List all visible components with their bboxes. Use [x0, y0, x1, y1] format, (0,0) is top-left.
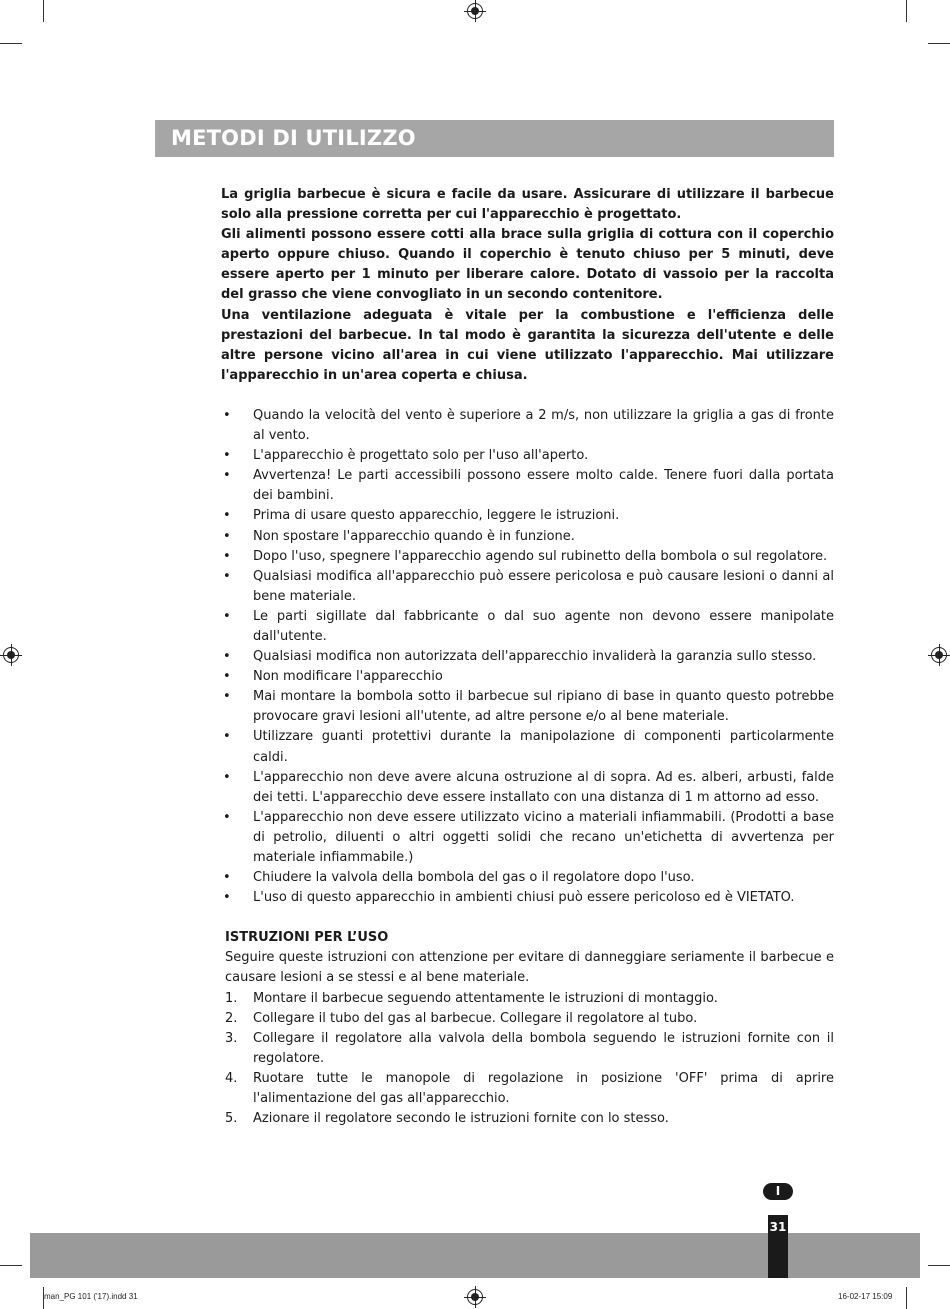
crop-mark [928, 1265, 950, 1266]
list-item: • Le parti sigillate dal fabbricante o dal suo agente non devono essere manipolate dall'utente. [221, 607, 834, 647]
section-heading: ISTRUZIONI PER L’USO [225, 930, 389, 946]
registration-mark-icon [931, 647, 947, 663]
list-item: • L'uso di questo apparecchio in ambienti chiusi può essere pericoloso ed è VIETATO. [221, 888, 834, 908]
step-text: Collegare il regolatore alla valvola della bombola seguendo le istruzioni fornite con il regolatore. [253, 1030, 834, 1066]
list-item: • Quando la velocità del vento è superiore a 2 m/s, non utilizzare la griglia a gas di fronte al vento. [221, 406, 834, 446]
registration-mark-icon [467, 3, 483, 19]
crop-mark [906, 1287, 907, 1309]
list-item: • L'apparecchio non deve essere utilizzato vicino a materiali infiammabili. (Prodotti a base di petrolio, diluenti o altri oggetti solidi che recano un'etichetta di avvertenza per materiale infiammabile.) [221, 808, 834, 868]
step-item [225, 1069, 834, 1109]
date-slug: 16-02-17 15:09 [838, 1292, 893, 1301]
section-title-bar [155, 120, 834, 157]
crop-mark [43, 0, 44, 22]
list-item: • Utilizzare guanti protettivi durante la manipolazione di componenti particolarmente caldi. [221, 727, 834, 767]
step-text: Azionare il regolatore secondo le istruzioni fornite con lo stesso. [253, 1111, 669, 1127]
step-text: Collegare il tubo del gas al barbecue. Collegare il regolatore al tubo. [253, 1010, 698, 1026]
crop-mark [0, 1265, 22, 1266]
crop-mark [928, 43, 950, 44]
step-item [225, 989, 834, 1009]
list-item: • Mai montare la bombola sotto il barbecue sul ripiano di base in quanto questo potrebbe provocare gravi lesioni all'utente, ad altre persone e/o al bene materiale. [221, 687, 834, 727]
step-number: 4. [225, 1070, 238, 1086]
intro-paragraphs [221, 185, 834, 386]
step-number: 5. [225, 1111, 238, 1127]
intro-paragraph: Una ventilazione adeguata è vitale per la combustione e l'efficienza delle prestazioni del barbecue. In tal modo è garantita la sicurezza dell'utente e delle altre persone vicino all'area in cui viene utilizzato l'apparecchio. Mai utilizzare l'apparecchio in un'area coperta e chiusa. [221, 307, 834, 383]
list-item: • L'apparecchio è progettato solo per l'uso all'aperto. [221, 446, 834, 466]
safety-rules-list [221, 406, 834, 908]
intro-paragraph: La griglia barbecue è sicura e facile da usare. Assicurare di utilizzare il barbecue solo alla pressione corretta per cui l'apparecchio è progettato. [221, 187, 834, 223]
list-item: • Qualsiasi modifica non autorizzata dell'apparecchio invaliderà la garanzia sullo stesso. [221, 647, 834, 667]
list-item: • Chiudere la valvola della bombola del gas o il regolatore dopo l'uso. [221, 868, 834, 888]
step-item [225, 1009, 834, 1029]
step-number: 1. [225, 990, 238, 1006]
list-item: • Non spostare l'apparecchio quando è in funzione. [221, 527, 834, 547]
registration-mark-icon [3, 647, 19, 663]
step-item [225, 1029, 834, 1069]
steps-list [225, 989, 834, 1130]
step-number: 3. [225, 1030, 238, 1046]
step-number: 2. [225, 1010, 238, 1026]
file-slug: man_PG 101 ('17).indd 31 [44, 1292, 138, 1301]
step-item [225, 1109, 834, 1129]
page-title: METODI DI UTILIZZO [171, 126, 416, 150]
list-item: • Non modificare l'apparecchio [221, 667, 834, 687]
page-number: 31 [768, 1215, 788, 1278]
step-text: Ruotare tutte le manopole di regolazione in posizione 'OFF' prima di aprire l'alimentazione del gas all'apparecchio. [253, 1070, 834, 1107]
list-item: • Qualsiasi modifica all'apparecchio può essere pericolosa e può causare lesioni o danni al bene materiale. [221, 567, 834, 607]
usage-instructions [221, 928, 834, 1129]
list-item: • Avvertenza! Le parti accessibili possono essere molto calde. Tenere fuori dalla portata dei bambini. [221, 466, 834, 506]
list-item: • Dopo l'uso, spegnere l'apparecchio agendo sul rubinetto della bombola o sul regolatore. [221, 547, 834, 567]
section-lead: Seguire queste istruzioni con attenzione per evitare di danneggiare seriamente il barbecue e causare lesioni a se stessi e al bene materiale. [225, 950, 834, 986]
intro-paragraph: Gli alimenti possono essere cotti alla brace sulla griglia di cottura con il coperchio aperto oppure chiuso. Quando il coperchio è tenuto chiuso per 5 minuti, deve essere aperto per 1 minuto per liberare calore. Dotato di vassoio per la raccolta del grasso che viene convogliato in un secondo contenitore. [221, 227, 834, 303]
list-item: • L'apparecchio non deve avere alcuna ostruzione al di sopra. Ad es. alberi, arbusti, falde dei tetti. L'apparecchio deve essere installato con una distanza di 1 m attorno ad esso. [221, 768, 834, 808]
crop-mark [906, 0, 907, 22]
main-content [221, 185, 834, 1129]
crop-mark [0, 43, 22, 44]
registration-mark-icon [467, 1289, 483, 1305]
step-text: Montare il barbecue seguendo attentamente le istruzioni di montaggio. [253, 990, 718, 1006]
list-item: • Prima di usare questo apparecchio, leggere le istruzioni. [221, 506, 834, 526]
language-badge: I [763, 1183, 793, 1200]
